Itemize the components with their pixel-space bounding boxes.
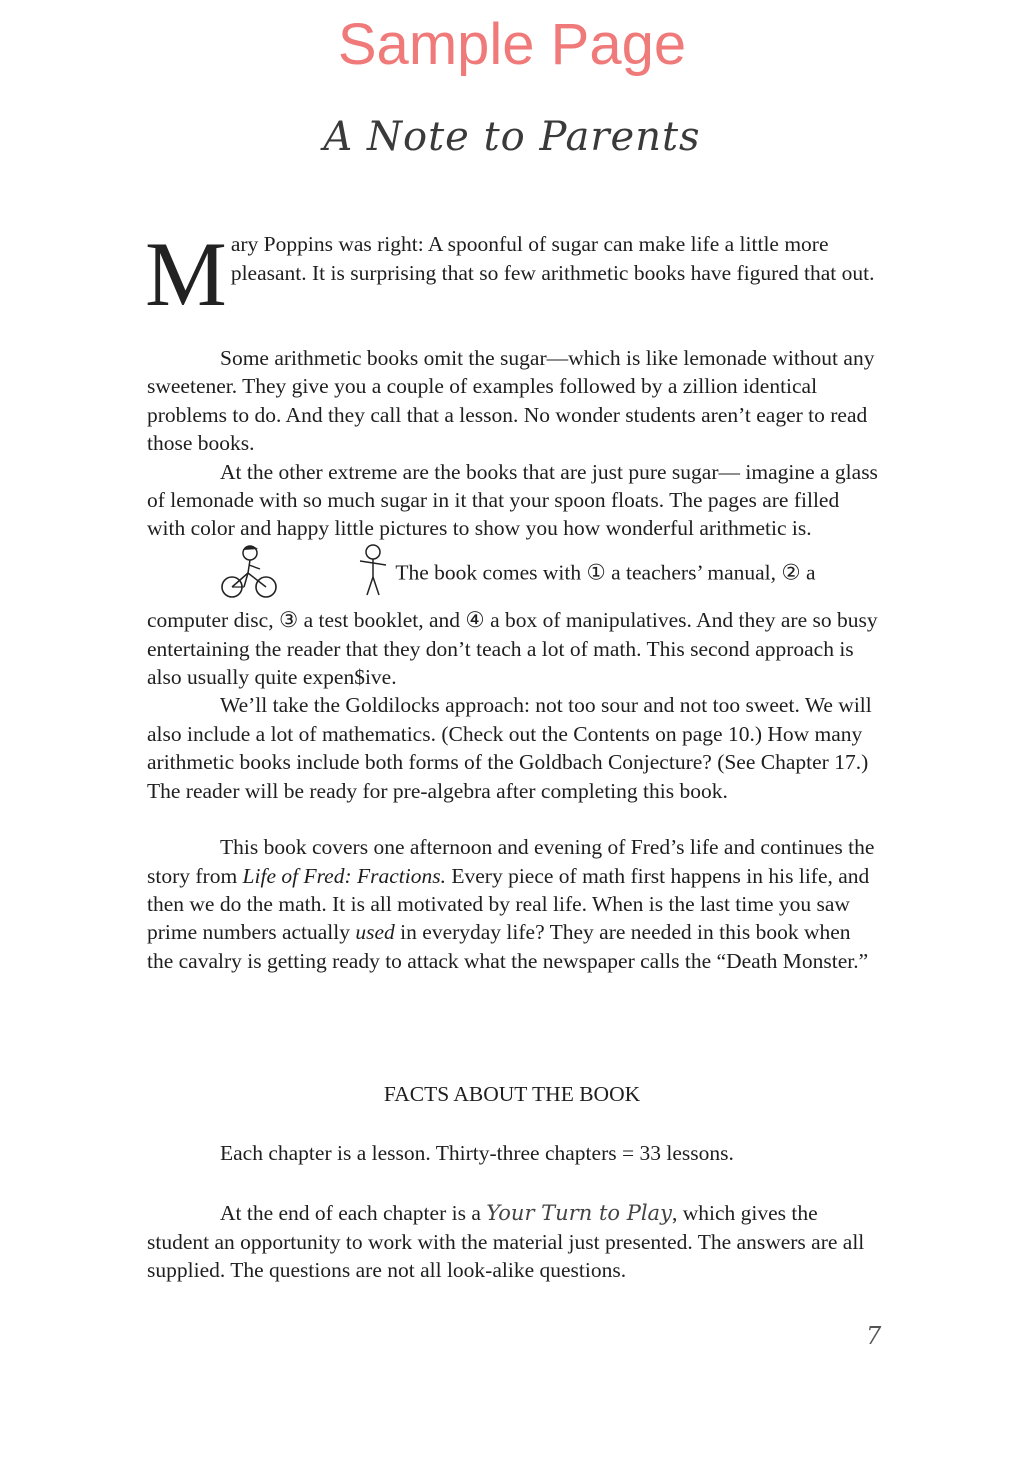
page-number: 7: [866, 1322, 882, 1350]
fact-your-turn-part2: , which gives the student an opportunity to work with the material just presented. The answers are all supplied. The questions are not all look-alike questions.: [147, 1201, 865, 1283]
facts-heading: FACTS ABOUT THE BOOK: [383, 1082, 641, 1106]
emphasis-used: used: [355, 920, 395, 945]
paragraph-pure-sugar: [147, 458, 879, 692]
paragraph-pure-sugar-part2: The book comes with ① a teachers’ manual, ② a computer: [147, 560, 816, 633]
cyclist-icon: [147, 543, 278, 606]
intro-paragraph: [145, 223, 879, 325]
fred-story-part2: Every piece of math first happens in his life, and then we do the math. It is all motivated by real life. When is the last time you saw prime numbers actually: [147, 863, 870, 945]
facts-list: [147, 1139, 879, 1285]
fred-story-part1: This book covers one afternoon and evening of Fred’s life and continues the story from: [147, 835, 875, 888]
paragraph-sugar-free: Some arithmetic books omit the sugar—which is like lemonade without any sweetener. They give you a couple of examples followed by a zillion identical problems to do. And they call that a lesson. No wonder students aren’t eager to read those books.: [147, 346, 875, 456]
paragraph-pure-sugar-part3: disc, ③ a test booklet, and ④ a box of manipulatives. And they are so busy entertaining the reader that they don’t teach a lot of math. This second approach is also usually quite expen$ive.: [147, 608, 878, 690]
fred-story-part3: in everyday life? They are needed in this book when the cavalry is getting ready to attack what the newspaper calls the “Death Monster.”: [147, 920, 869, 973]
chapter-title: A Note to Parents: [323, 114, 701, 160]
stick-figure-icon: [283, 543, 390, 606]
body-text: [147, 344, 879, 975]
fact-your-turn: [147, 1199, 879, 1284]
fact-your-turn-part1: At the end of each chapter is a: [220, 1201, 487, 1226]
paragraph-goldilocks: We’ll take the Goldilocks approach: not too sour and not too sweet. We will also include a lot of mathematics. (Check out the Contents on page 10.) How many arithmetic books include both forms of the Goldbach Conjecture? (See Chapter 17.) The reader will be ready for pre-algebra after completing this book.: [147, 693, 872, 803]
intro-text: ary Poppins was right: A spoonful of sugar can make life a little more pleasant. It is surprising that so few arithmetic books have figured that out.: [230, 232, 875, 285]
paragraph-pure-sugar-part1: At the other extreme are the books that are just pure sugar— imagine a glass of lemonade with so much sugar in it that your spoon floats. The pages are filled with color and happy little pictures to show you how wonderful arithmetic is.: [147, 459, 878, 541]
sample-page-watermark: Sample Page: [337, 12, 687, 77]
paragraph-fred-story: [147, 833, 879, 975]
drop-cap: M: [145, 223, 227, 325]
fact-chapters: Each chapter is a lesson. Thirty-three chapters = 33 lessons.: [220, 1141, 734, 1165]
your-turn-to-play-label: Your Turn to Play: [486, 1201, 672, 1226]
book-title-reference: Life of Fred: Fractions.: [242, 863, 446, 888]
